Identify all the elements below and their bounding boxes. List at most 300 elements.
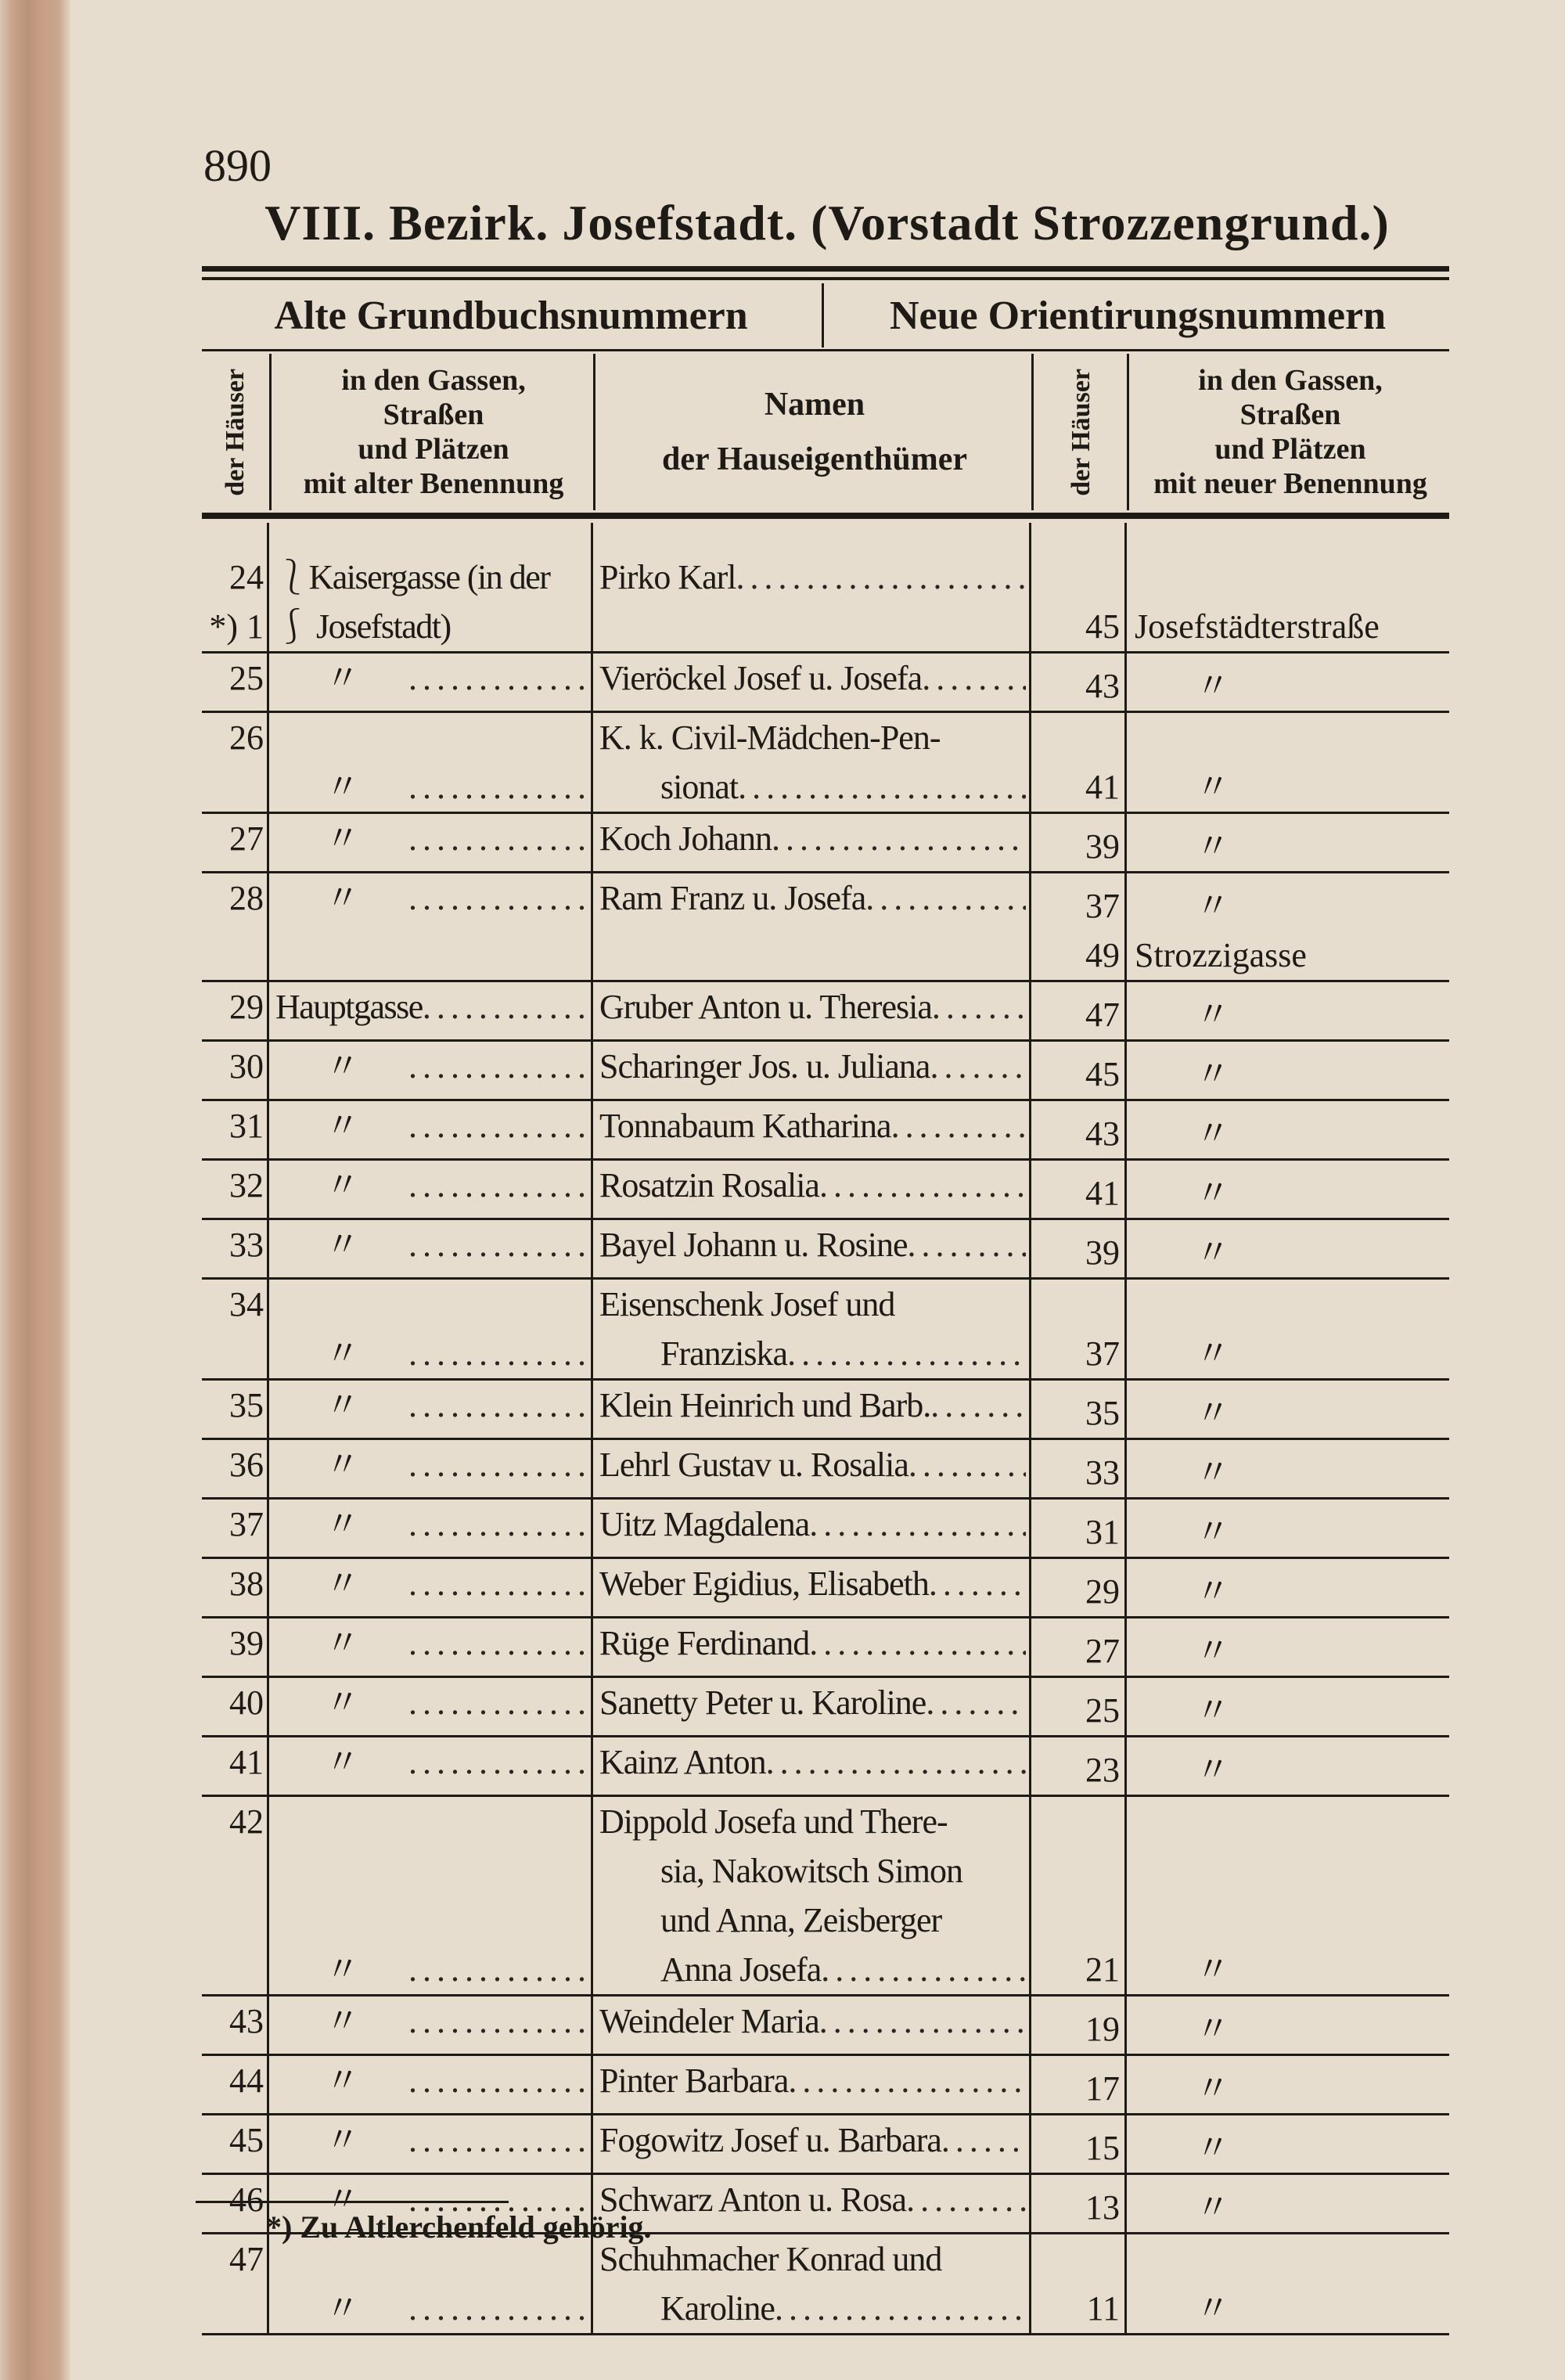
- new-house-number: 43: [1085, 667, 1120, 705]
- owner-name: Scharinger Jos. u. Juliana: [599, 1047, 930, 1086]
- old-street-cell: [269, 1440, 593, 1500]
- owner-line: [599, 2056, 1026, 2105]
- owner-cell: [593, 1618, 1031, 1678]
- new-street-cell: [1127, 1559, 1449, 1618]
- new-house-number: 19: [1085, 2010, 1120, 2048]
- ditto-line: [275, 814, 588, 863]
- header-line: mit neuer Benennung: [1153, 467, 1427, 500]
- owner-line: [599, 1559, 1026, 1608]
- new-street-cell: [1127, 1797, 1449, 1997]
- new-house-number: 27: [1085, 1632, 1120, 1670]
- header-line: in den Gassen,: [1198, 364, 1383, 397]
- owner-line: [599, 1997, 1026, 2046]
- new-street-cell: [1127, 1042, 1449, 1101]
- new-house-number: 49: [1085, 936, 1120, 974]
- owner-cell: [593, 1220, 1031, 1280]
- table-row: [202, 873, 1449, 982]
- house-number-table: [202, 523, 1449, 2335]
- dot-leader: [821, 1945, 1026, 1994]
- dot-leader: [408, 1440, 588, 1489]
- old-house-number: 44: [229, 2061, 264, 2100]
- old-street-cell: [269, 1678, 593, 1737]
- header-new-no: [1031, 354, 1129, 510]
- new-street-cell: [1127, 982, 1449, 1042]
- dot-leader: [408, 1042, 588, 1091]
- owner-name: Franziska: [660, 1334, 788, 1373]
- ditto-line: [275, 2115, 588, 2165]
- table-row: [202, 1440, 1449, 1500]
- ditto-mark: 〃: [1196, 2289, 1230, 2328]
- owner-name: Dippold Josefa und There-: [599, 1802, 948, 1841]
- dot-leader: [408, 762, 588, 812]
- ditto-line: [275, 2056, 588, 2105]
- owner-cell: [593, 2175, 1031, 2234]
- old-street-cell: [269, 873, 593, 982]
- new-house-number-cell: [1031, 1618, 1127, 1678]
- old-house-number: 36: [229, 1446, 264, 1484]
- owner-name: Pirko Karl: [599, 558, 736, 596]
- new-street-cell: [1127, 2234, 1449, 2335]
- owner-line: [599, 1896, 1026, 1945]
- dot-leader: [891, 1101, 1026, 1150]
- owner-cell: [593, 1381, 1031, 1440]
- ditto-line: [275, 1161, 588, 1210]
- owner-line: [599, 2284, 1026, 2333]
- ditto-line: [275, 1559, 588, 1608]
- ditto-line: [275, 1101, 588, 1150]
- old-house-number: 39: [229, 1624, 264, 1662]
- owner-line: [599, 1945, 1026, 1994]
- ditto-mark: 〃: [325, 2061, 359, 2100]
- ditto-line: [275, 2234, 588, 2333]
- old-street-line: [275, 553, 588, 602]
- owner-line: [599, 1220, 1026, 1269]
- ditto-mark: 〃: [1196, 1632, 1230, 1670]
- owner-line: [599, 1280, 1026, 1329]
- dot-leader: [408, 2115, 588, 2165]
- old-house-number-cell: [202, 1381, 269, 1440]
- header-new-street: [1127, 354, 1452, 510]
- new-house-number-cell: [1031, 1220, 1127, 1280]
- new-house-number: 39: [1085, 1233, 1120, 1272]
- old-street-cell: [269, 1500, 593, 1559]
- ditto-mark: 〃: [1196, 1513, 1230, 1551]
- ditto-mark: 〃: [325, 1047, 359, 1086]
- ditto-line: [275, 654, 588, 703]
- page-title: VIII. Bezirk. Josefstadt. (Vorstadt Strozzengrund.): [264, 195, 1390, 250]
- new-house-number: 45: [1085, 607, 1120, 646]
- new-street-cell: [1127, 713, 1449, 814]
- owner-name: Schwarz Anton u. Rosa: [599, 2180, 907, 2219]
- old-street-name: Hauptgasse: [275, 988, 423, 1026]
- new-house-number: 17: [1085, 2069, 1120, 2108]
- header-new-no-label: der Häuser: [1067, 368, 1096, 496]
- old-house-number-cell: [202, 654, 269, 713]
- new-street-cell: [1127, 1101, 1449, 1161]
- dot-leader: [809, 1618, 1026, 1668]
- owner-cell: [593, 1042, 1031, 1101]
- table-row: [202, 1500, 1449, 1559]
- new-house-number: 23: [1085, 1751, 1120, 1789]
- old-street-cell: [269, 1797, 593, 1997]
- ditto-mark: 〃: [1196, 2069, 1230, 2108]
- owner-name: und Anna, Zeisberger: [660, 1901, 942, 1939]
- table-row: [202, 2056, 1449, 2115]
- ditto-mark: 〃: [1196, 1114, 1230, 1153]
- dot-leader: [772, 814, 1026, 863]
- old-house-number-cell: [202, 1280, 269, 1381]
- new-house-number-cell: [1031, 713, 1127, 814]
- old-house-number-cell: [202, 2056, 269, 2115]
- table-row: [202, 1678, 1449, 1737]
- old-street-cell: [269, 1161, 593, 1220]
- old-street-name: ⎱Kaisergasse (in der: [275, 558, 550, 596]
- old-house-number-cell: [202, 1997, 269, 2056]
- new-street-cell: [1127, 1678, 1449, 1737]
- page-number: 890: [203, 140, 272, 191]
- header-old-no: [202, 354, 269, 510]
- old-house-number-cell: [202, 1101, 269, 1161]
- owner-cell: [593, 1440, 1031, 1500]
- dot-leader: [408, 1618, 588, 1668]
- old-street-cell: [269, 1101, 593, 1161]
- dot-leader: [930, 1042, 1026, 1091]
- dot-leader: [408, 873, 588, 923]
- old-street-cell: [269, 2115, 593, 2175]
- owner-name: Anna Josefa: [660, 1950, 822, 1989]
- owner-cell: [593, 1280, 1031, 1381]
- owner-name: Pinter Barbara: [599, 2061, 789, 2100]
- table-row: [202, 1618, 1449, 1678]
- owner-name: Fogowitz Josef u. Barbara: [599, 2121, 941, 2159]
- ditto-mark: 〃: [325, 768, 359, 806]
- ditto-mark: 〃: [1196, 1950, 1230, 1989]
- new-street-cell: [1127, 1220, 1449, 1280]
- owner-cell: [593, 1797, 1031, 1997]
- new-house-number: 41: [1085, 1174, 1120, 1212]
- table-row: [202, 713, 1449, 814]
- old-house-number-cell: [202, 1440, 269, 1500]
- old-street-cell: [269, 1220, 593, 1280]
- owner-name: Gruber Anton u. Theresia: [599, 988, 932, 1026]
- old-street-cell: [269, 2056, 593, 2115]
- table-row: [202, 2115, 1449, 2175]
- ditto-mark: 〃: [325, 1564, 359, 1603]
- new-house-number: 37: [1085, 887, 1120, 925]
- old-street-cell: [269, 1618, 593, 1678]
- new-house-number: 15: [1085, 2129, 1120, 2167]
- new-street-cell: [1127, 523, 1449, 654]
- new-house-number: 39: [1085, 827, 1120, 866]
- ditto-line: [275, 1618, 588, 1668]
- owner-line: [599, 1381, 1026, 1430]
- ditto-mark: 〃: [325, 1386, 359, 1424]
- owner-name: Rosatzin Rosalia: [599, 1166, 819, 1204]
- dot-leader: [408, 1500, 588, 1549]
- table-row: [202, 1559, 1449, 1618]
- old-house-number: 25: [229, 659, 264, 697]
- old-street-cell: [269, 1997, 593, 2056]
- old-house-number-cell: [202, 1618, 269, 1678]
- dot-leader: [738, 762, 1026, 812]
- new-house-number-cell: [1031, 1101, 1127, 1161]
- old-house-number-cell: [202, 1678, 269, 1737]
- new-street-cell: [1127, 2115, 1449, 2175]
- owner-name: sionat: [660, 768, 739, 806]
- new-street-cell: [1127, 1618, 1449, 1678]
- ditto-line: [275, 1797, 588, 1994]
- owner-line: [599, 2175, 1026, 2224]
- owner-line: [599, 1737, 1026, 1787]
- new-street-cell: [1127, 1737, 1449, 1797]
- dot-leader: [926, 1678, 1026, 1727]
- ditto-mark: 〃: [325, 2121, 359, 2159]
- dot-leader: [819, 1161, 1026, 1210]
- owner-cell: [593, 1101, 1031, 1161]
- ditto-line: [275, 713, 588, 812]
- old-house-number-cell: [202, 713, 269, 814]
- book-binding-edge: [0, 0, 70, 2380]
- owner-cell: [593, 2056, 1031, 2115]
- old-street-cell: [269, 814, 593, 873]
- dot-leader: [408, 1737, 588, 1787]
- new-house-number: 43: [1085, 1114, 1120, 1153]
- ditto-mark: 〃: [1196, 996, 1230, 1034]
- old-street-line: [275, 982, 588, 1032]
- owner-name: Eisenschenk Josef und: [599, 1285, 895, 1323]
- owner-name: Ram Franz u. Josefa: [599, 879, 866, 917]
- dot-leader: [922, 654, 1026, 703]
- table-row: [202, 814, 1449, 873]
- ditto-mark: 〃: [1196, 1174, 1230, 1212]
- ditto-mark: 〃: [325, 1950, 359, 1989]
- dot-leader: [408, 1678, 588, 1727]
- owner-line: [599, 1618, 1026, 1668]
- table-row: [202, 1797, 1449, 1997]
- new-house-number-cell: [1031, 2115, 1127, 2175]
- dot-leader: [819, 1997, 1026, 2046]
- dot-leader: [408, 814, 588, 863]
- ditto-mark: 〃: [325, 1334, 359, 1373]
- ditto-mark: 〃: [325, 1624, 359, 1662]
- new-street-cell: [1127, 1161, 1449, 1220]
- header-old-street: [269, 354, 595, 510]
- ditto-mark: 〃: [325, 1505, 359, 1543]
- dot-leader: [930, 1381, 1026, 1430]
- new-house-number-cell: [1031, 1678, 1127, 1737]
- ditto-line: [275, 1381, 588, 1430]
- owner-cell: [593, 523, 1031, 654]
- ditto-mark: 〃: [1196, 2010, 1230, 2048]
- dot-leader: [809, 1500, 1026, 1549]
- table-row: [202, 1042, 1449, 1101]
- owner-name: Lehrl Gustav u. Rosalia: [599, 1446, 908, 1484]
- owner-name: K. k. Civil-Mädchen-Pen-: [599, 718, 941, 757]
- header-line: Straßen: [1239, 398, 1341, 431]
- new-house-number-cell: [1031, 654, 1127, 713]
- new-house-number-cell: [1031, 1737, 1127, 1797]
- new-house-number-cell: [1031, 1797, 1127, 1997]
- table-row: [202, 1381, 1449, 1440]
- new-house-number-cell: [1031, 982, 1127, 1042]
- old-street-cell: [269, 1280, 593, 1381]
- ditto-line: [275, 1280, 588, 1378]
- ditto-line: [275, 873, 588, 923]
- owner-cell: [593, 1500, 1031, 1559]
- new-street-cell: [1127, 1997, 1449, 2056]
- owner-cell: [593, 1997, 1031, 2056]
- old-house-number: 40: [229, 1683, 264, 1722]
- old-house-number-cell: [202, 2175, 269, 2234]
- new-street-cell: [1127, 814, 1449, 873]
- header-line: Namen: [764, 387, 865, 423]
- owner-cell: [593, 713, 1031, 814]
- new-house-number: 41: [1085, 768, 1120, 806]
- old-house-number: 34: [229, 1285, 264, 1323]
- owner-line: [599, 1161, 1026, 1210]
- table-row: [202, 654, 1449, 713]
- ditto-mark: 〃: [1196, 1453, 1230, 1492]
- old-street-cell: [269, 1042, 593, 1101]
- new-house-number-cell: [1031, 2175, 1127, 2234]
- owner-line: [599, 1329, 1026, 1378]
- dot-leader: [908, 1440, 1026, 1489]
- header-line: und Plätzen: [1214, 433, 1366, 466]
- ditto-mark: 〃: [325, 2180, 359, 2219]
- header-line: Straßen: [383, 398, 484, 431]
- owner-cell: [593, 814, 1031, 873]
- new-street-cell: [1127, 1381, 1449, 1440]
- owner-line: [599, 1440, 1026, 1489]
- new-house-number: 47: [1085, 996, 1120, 1034]
- ditto-mark: 〃: [325, 1446, 359, 1484]
- new-house-number-cell: [1031, 1161, 1127, 1220]
- owner-name: Weindeler Maria: [599, 2002, 819, 2040]
- header-line: der Hauseigenthümer: [661, 441, 968, 477]
- old-house-number: 35: [229, 1386, 264, 1424]
- new-house-number-cell: [1031, 2056, 1127, 2115]
- owner-name: Rüge Ferdinand: [599, 1624, 810, 1662]
- old-street-cell: [269, 1381, 593, 1440]
- owner-cell: [593, 982, 1031, 1042]
- dot-leader: [408, 2284, 588, 2333]
- owner-line: [599, 1678, 1026, 1727]
- new-house-number-cell: [1031, 1997, 1127, 2056]
- new-street-cell: [1127, 1500, 1449, 1559]
- new-street-cell: [1127, 1440, 1449, 1500]
- dot-leader: [408, 1381, 588, 1430]
- table-row: [202, 2234, 1449, 2335]
- new-street-name: Josefstädterstraße: [1135, 607, 1380, 646]
- new-street-name: Strozzigasse: [1135, 936, 1307, 974]
- old-house-number-cell: [202, 1042, 269, 1101]
- old-house-number-cell: [202, 1797, 269, 1997]
- group-rule: [202, 349, 1449, 351]
- dot-leader: [408, 1997, 588, 2046]
- dot-leader: [408, 2056, 588, 2105]
- dot-leader: [408, 654, 588, 703]
- dot-leader: [932, 982, 1026, 1032]
- old-house-number: 28: [229, 879, 264, 917]
- ditto-mark: 〃: [1196, 1233, 1230, 1272]
- old-house-number-cell: [202, 873, 269, 982]
- table-row: [202, 1101, 1449, 1161]
- ditto-mark: 〃: [325, 2289, 359, 2328]
- ditto-mark: 〃: [325, 1107, 359, 1145]
- old-house-number-cell: [202, 2234, 269, 2335]
- dot-leader: [941, 2115, 1026, 2165]
- old-street-cell: [269, 523, 593, 654]
- ditto-line: [275, 1042, 588, 1091]
- old-house-number-cell: [202, 523, 269, 654]
- old-house-number: 27: [229, 819, 264, 858]
- old-street-name: ⎰ Josefstadt): [275, 607, 451, 646]
- owner-line: [599, 814, 1026, 863]
- new-house-number-cell: [1031, 1042, 1127, 1101]
- owner-line: [599, 1101, 1026, 1150]
- owner-line: [599, 873, 1026, 923]
- old-street-cell: [269, 654, 593, 713]
- ditto-mark: 〃: [1196, 768, 1230, 806]
- ditto-mark: 〃: [1196, 827, 1230, 866]
- ditto-mark: 〃: [325, 659, 359, 697]
- ditto-mark: 〃: [325, 2002, 359, 2040]
- owner-name: Kainz Anton: [599, 1743, 766, 1781]
- dot-leader: [736, 553, 1026, 602]
- ditto-mark: 〃: [1196, 2188, 1230, 2227]
- owner-name: Tonnabaum Katharina: [599, 1107, 891, 1145]
- old-street-cell: [269, 2234, 593, 2335]
- ditto-line: [275, 1678, 588, 1727]
- dot-leader: [408, 1101, 588, 1150]
- dot-leader: [787, 1329, 1026, 1378]
- new-house-number: 35: [1085, 1394, 1120, 1432]
- ditto-line: [275, 1737, 588, 1787]
- ditto-mark: 〃: [1196, 1394, 1230, 1432]
- owner-line: [599, 654, 1026, 703]
- old-house-number: 31: [229, 1107, 264, 1145]
- old-street-cell: [269, 713, 593, 814]
- owner-cell: [593, 1678, 1031, 1737]
- new-street-cell: [1127, 654, 1449, 713]
- table-row: [202, 982, 1449, 1042]
- owner-line: [599, 713, 1026, 762]
- ditto-mark: 〃: [325, 1683, 359, 1722]
- ditto-line: [275, 1500, 588, 1549]
- old-house-number: 33: [229, 1226, 264, 1264]
- new-house-number-cell: [1031, 1500, 1127, 1559]
- footnote: *) Zu Altlerchenfeld gehörig.: [266, 2209, 652, 2245]
- old-house-number: 42: [229, 1802, 264, 1841]
- dot-leader: [766, 1737, 1026, 1787]
- owner-line: [599, 982, 1026, 1032]
- table-row: [202, 1997, 1449, 2056]
- old-house-number: 24: [229, 558, 264, 596]
- owner-name: Vieröckel Josef u. Josefa: [599, 659, 923, 697]
- old-house-number: 46: [229, 2180, 264, 2219]
- old-house-number: 29: [229, 988, 264, 1026]
- dot-leader: [423, 982, 588, 1032]
- title-double-rule: [202, 266, 1449, 280]
- dot-leader: [906, 2175, 1026, 2224]
- old-street-cell: [269, 1559, 593, 1618]
- dot-leader: [775, 2284, 1026, 2333]
- owner-line: [599, 2234, 1026, 2284]
- old-house-number: 43: [229, 2002, 264, 2040]
- table-row: [202, 1280, 1449, 1381]
- owner-line: [599, 553, 1026, 602]
- header-line: mit alter Benennung: [303, 467, 564, 500]
